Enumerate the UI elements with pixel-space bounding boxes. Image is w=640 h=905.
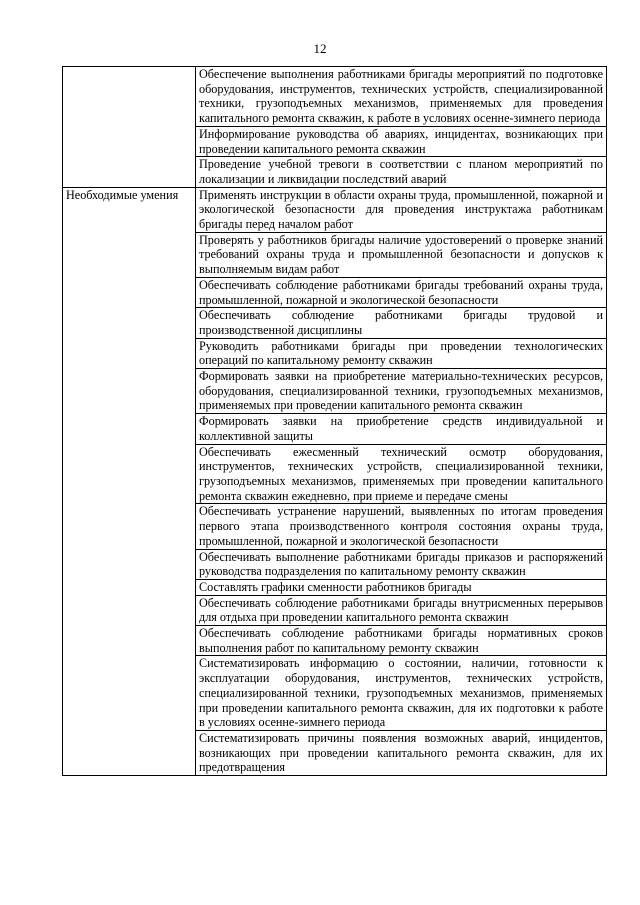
requirement-cell: Обеспечивать устранение нарушений, выявленных по итогам проведения первого этапа производственного контроля состояния охраны труда, промышленной, пожарной и экологической безопасности <box>196 504 607 549</box>
requirement-cell: Обеспечивать ежесменный технический осмотр оборудования, инструментов, технических устройств, специализированной техники, грузоподъемных механизмов, применяемых при проведении капитального ремонта скважин ежедневно, при приеме и передаче смены <box>196 444 607 504</box>
section-label-cell: Необходимые умения <box>63 187 196 775</box>
requirements-table-body <box>63 67 607 776</box>
requirements-table <box>62 66 607 776</box>
requirement-cell: Систематизировать информацию о состоянии, наличии, готовности к эксплуатации оборудования, инструментов, технических устройств, специализированной техники, грузоподъемных механизмов, применяемых при проведении капитального ремонта скважин, для их подготовки к работе в условиях осенне-зимнего периода <box>196 656 607 731</box>
requirement-cell: Обеспечение выполнения работниками бригады мероприятий по подготовке оборудования, инструментов, технических устройств, специализированной техники, грузоподъемных механизмов, применяемых для проведения капитального ремонта скважин, к работе в условиях осенне-зимнего периода <box>196 67 607 127</box>
table-row <box>63 187 607 232</box>
requirement-cell: Формировать заявки на приобретение средств индивидуальной и коллективной защиты <box>196 414 607 444</box>
requirement-cell: Руководить работниками бригады при проведении технологических операций по капитальному ремонту скважин <box>196 338 607 368</box>
requirement-cell: Формировать заявки на приобретение материально-технических ресурсов, оборудования, специализированной техники, грузоподъемных механизмов, применяемых при проведении капитального ремонта скважин <box>196 369 607 414</box>
requirement-cell: Обеспечивать соблюдение работниками бригады требований охраны труда, промышленной, пожарной и экологической безопасности <box>196 277 607 307</box>
requirement-cell: Систематизировать причины появления возможных аварий, инцидентов, возникающих при проведении капитального ремонта скважин, для их предотвращения <box>196 730 607 775</box>
requirement-cell: Обеспечивать соблюдение работниками бригады нормативных сроков выполнения работ по капитальному ремонту скважин <box>196 626 607 656</box>
requirement-cell: Обеспечивать соблюдение работниками бригады внутрисменных перерывов для отдыха при проведении капитального ремонта скважин <box>196 595 607 625</box>
table-row <box>63 67 607 127</box>
requirement-cell: Обеспечивать выполнение работниками бригады приказов и распоряжений руководства подразделения по капитальному ремонту скважин <box>196 549 607 579</box>
requirement-cell: Проведение учебной тревоги в соответствии с планом мероприятий по локализации и ликвидации последствий аварий <box>196 157 607 187</box>
requirement-cell: Обеспечивать соблюдение работниками бригады трудовой и производственной дисциплины <box>196 308 607 338</box>
requirement-cell: Проверять у работников бригады наличие удостоверений о проверке знаний требований охраны труда и промышленной безопасности и допусков к выполняемым видам работ <box>196 232 607 277</box>
section-label-cell <box>63 67 196 188</box>
requirement-cell: Применять инструкции в области охраны труда, промышленной, пожарной и экологической безопасности для проведения инструктажа работникам бригады перед началом работ <box>196 187 607 232</box>
requirement-cell: Информирование руководства об авариях, инцидентах, возникающих при проведении капитального ремонта скважин <box>196 126 607 156</box>
requirement-cell: Составлять графики сменности работников бригады <box>196 579 607 595</box>
page-number: 12 <box>313 41 327 56</box>
